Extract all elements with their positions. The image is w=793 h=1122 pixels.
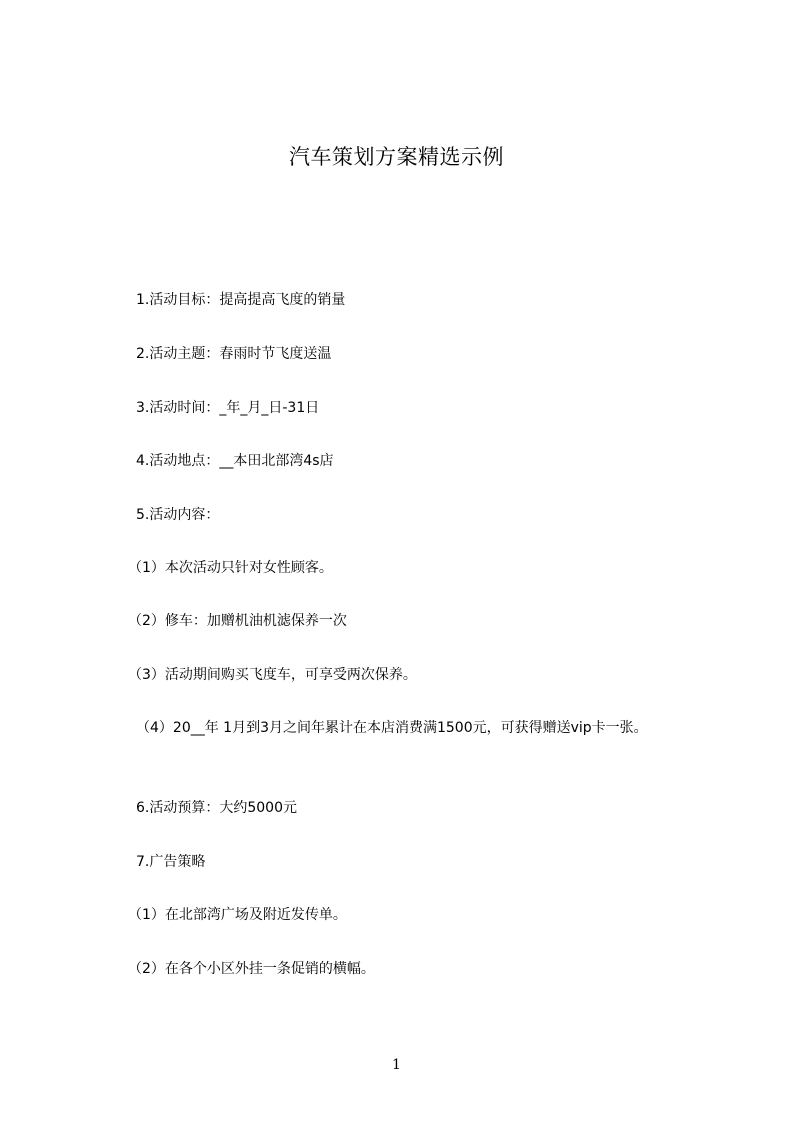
paragraph-budget: 6.活动预算：大约5000元 [136, 800, 297, 816]
paragraph-time: 3.活动时间：_年_月_日-31日 [136, 400, 320, 416]
paragraph-content-item-1: （1）本次活动只针对女性顾客。 [128, 560, 333, 576]
paragraph-content-heading: 5.活动内容： [136, 507, 220, 523]
paragraph-content-item-2: （2）修车：加赠机油机滤保养一次 [128, 613, 347, 629]
document-title: 汽车策划方案精选示例 [289, 145, 504, 169]
paragraph-location: 4.活动地点：__本田北部湾4s店 [136, 453, 334, 469]
paragraph-content-item-4: （4）20__年 1月到3月之间年累计在本店消费满1500元，可获得赠送vip卡一张。 [136, 720, 648, 736]
paragraph-ad-item-2: （2）在各个小区外挂一条促销的横幅。 [128, 961, 375, 977]
paragraph-ad-strategy-heading: 7.广告策略 [136, 854, 206, 870]
page-number: 1 [392, 1057, 401, 1073]
paragraph-goal: 1.活动目标：提高提高飞度的销量 [136, 292, 346, 308]
paragraph-content-item-3: （3）活动期间购买飞度车，可享受两次保养。 [128, 667, 417, 683]
paragraph-ad-item-1: （1）在北部湾广场及附近发传单。 [128, 907, 347, 923]
paragraph-theme: 2.活动主题：春雨时节飞度送温 [136, 346, 332, 362]
